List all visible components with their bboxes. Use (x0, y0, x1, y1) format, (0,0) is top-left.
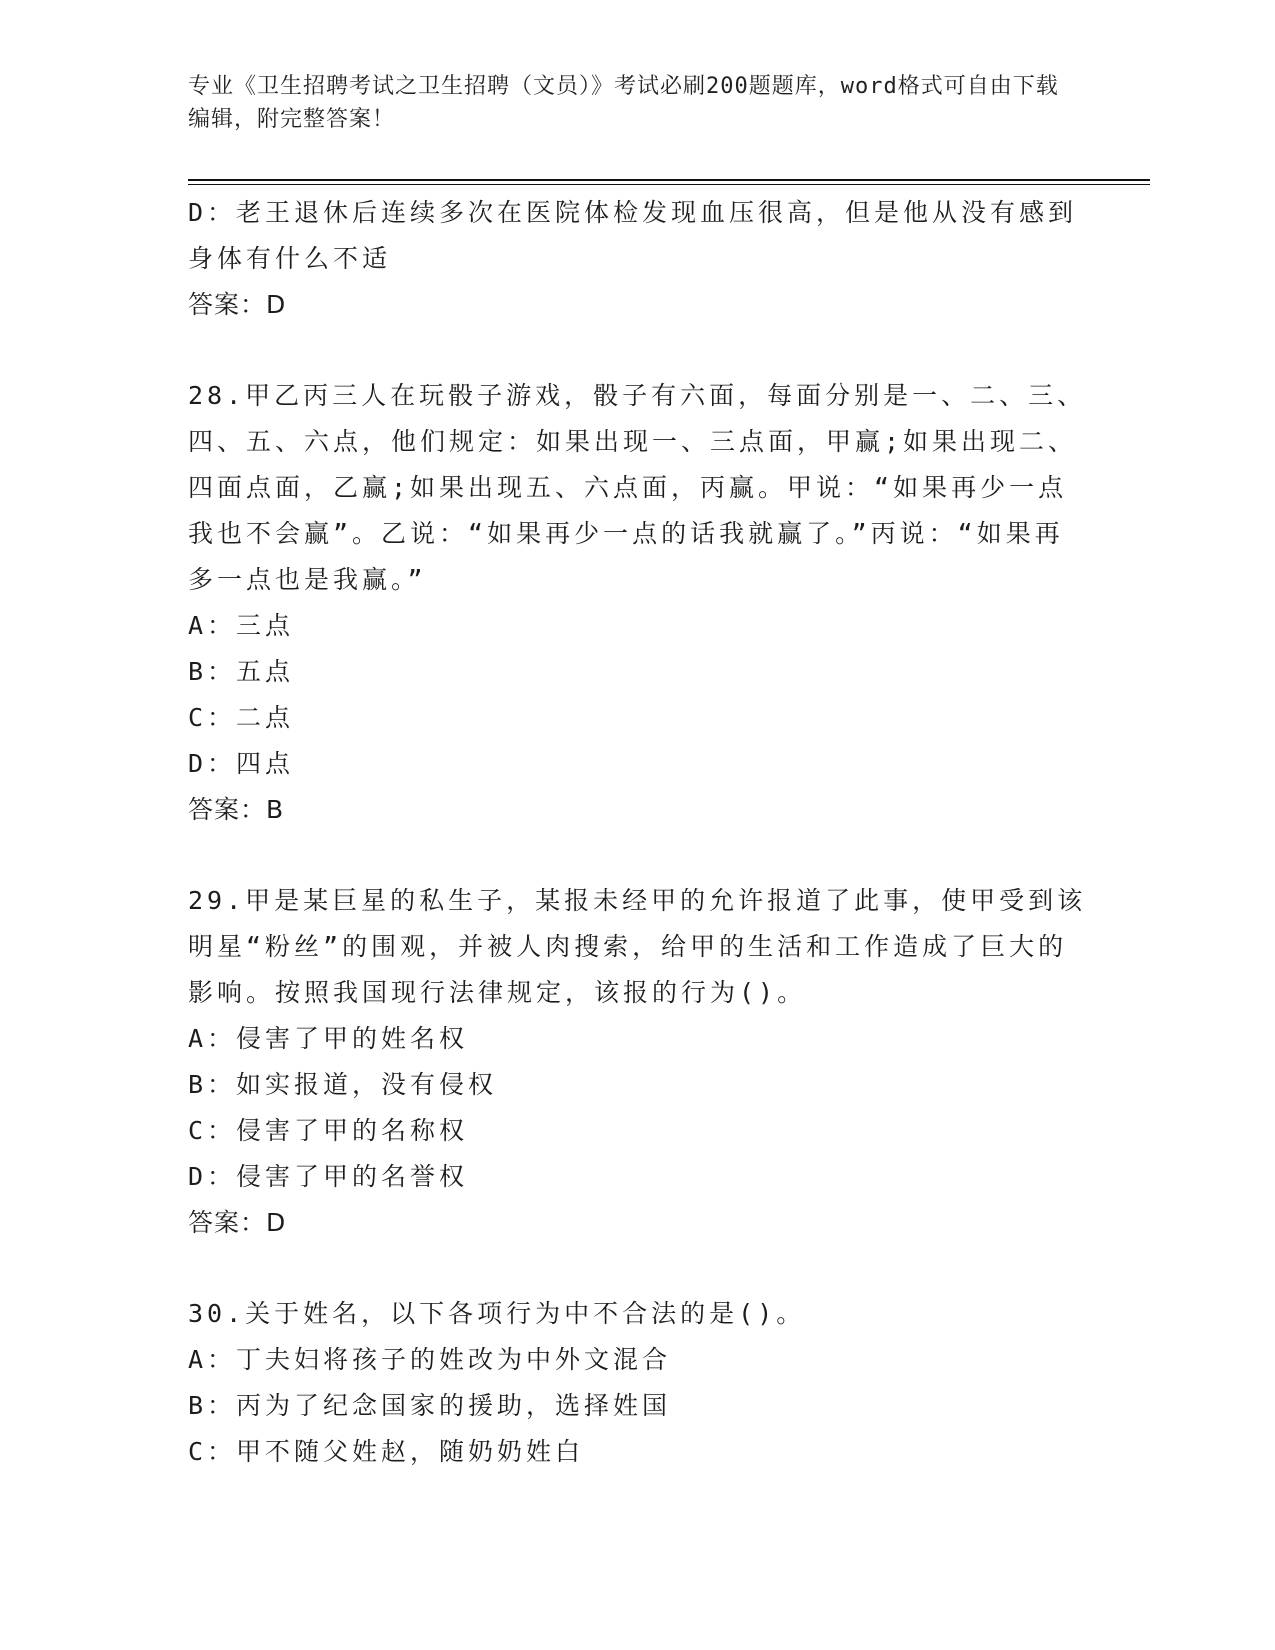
answer: 答案：D (188, 1208, 287, 1237)
option-b: B：五点 (188, 657, 295, 686)
question-stem: 28.甲乙丙三人在玩骰子游戏，骰子有六面，每面分别是一、二、三、四、五、六点，他们规定：如果出现一、三点面，甲赢;如果出现二、四面点面，乙赢;如果出现五、六点面，丙赢。甲说：“如果再少一点我也不会赢”。乙说：“如果再少一点的话我就赢了。”丙说：“如果再多一点也是我赢。” (188, 381, 1087, 594)
document-body (188, 190, 1088, 1475)
document-header: 专业《卫生招聘考试之卫生招聘（文员）》考试必刷200题题库，word格式可自由下载编辑，附完整答案！ (188, 74, 1059, 132)
option-b: B：如实报道，没有侵权 (188, 1070, 498, 1099)
header-rule-thick (188, 179, 1150, 181)
option-c: C：二点 (188, 703, 295, 732)
option-c: C：侵害了甲的名称权 (188, 1116, 469, 1145)
option-a: A：三点 (188, 611, 295, 640)
question-28 (188, 373, 1088, 833)
spacer (188, 833, 1088, 878)
prev-option-d: D：老王退休后连续多次在医院体检发现血压很高，但是他从没有感到身体有什么不适 (188, 198, 1078, 273)
spacer (188, 328, 1088, 373)
question-stem: 30.关于姓名，以下各项行为中不合法的是()。 (188, 1299, 806, 1328)
header-rule-thin (188, 184, 1150, 185)
spacer (188, 1246, 1088, 1291)
question-30 (188, 1291, 1088, 1475)
answer: 答案：B (188, 795, 285, 824)
question-29 (188, 878, 1088, 1246)
option-d: D：侵害了甲的名誉权 (188, 1162, 469, 1191)
option-d: D：四点 (188, 749, 295, 778)
option-a: A：丁夫妇将孩子的姓改为中外文混合 (188, 1345, 672, 1374)
question-stem: 29.甲是某巨星的私生子，某报未经甲的允许报道了此事，使甲受到该明星“粉丝”的围观，并被人肉搜索，给甲的生活和工作造成了巨大的影响。按照我国现行法律规定，该报的行为()。 (188, 886, 1087, 1007)
option-c: C：甲不随父姓赵，随奶奶姓白 (188, 1437, 585, 1466)
option-b: B：丙为了纪念国家的援助，选择姓国 (188, 1391, 672, 1420)
option-a: A：侵害了甲的姓名权 (188, 1024, 469, 1053)
prev-answer: 答案：D (188, 290, 287, 319)
